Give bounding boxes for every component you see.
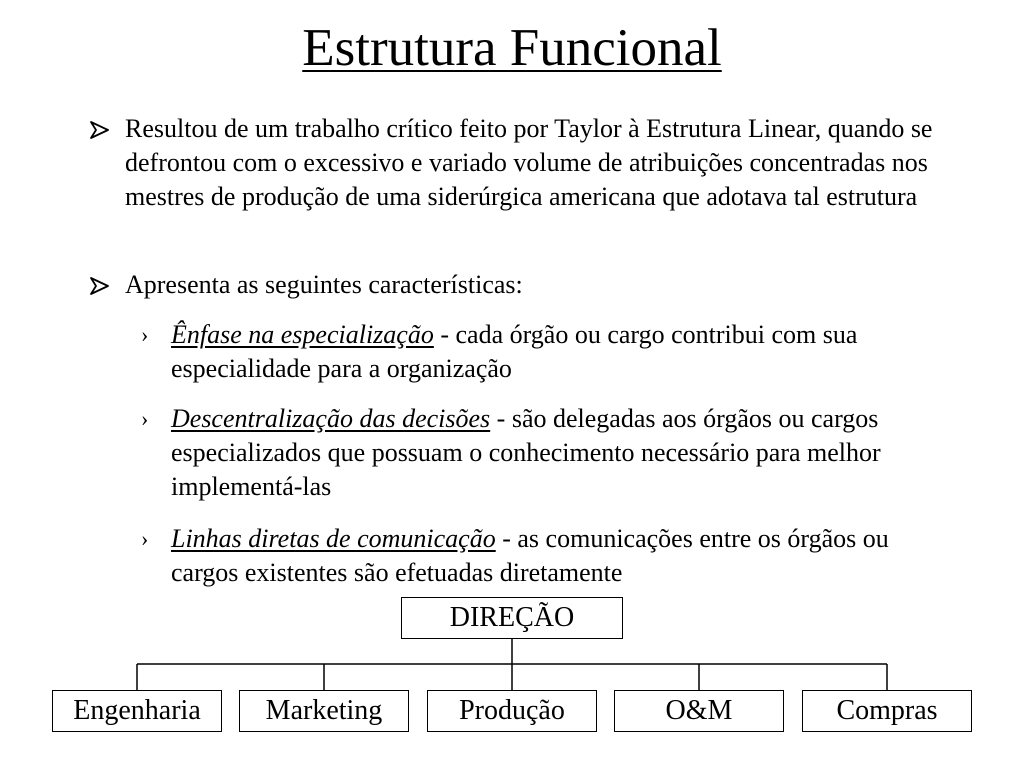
sub-bullet-desc: - cada órgão ou cargo contribui com sua especialidade para a organização bbox=[171, 320, 858, 383]
chevron-bullet-icon: › bbox=[141, 526, 149, 551]
sub-bullet-term: Ênfase na especialização bbox=[171, 320, 434, 349]
sub-bullet-desc: - são delegadas aos órgãos ou cargos especializados que possuam o conhecimento necessário para melhor implementá-las bbox=[171, 404, 881, 501]
org-child-om: O&M bbox=[614, 690, 784, 732]
org-root-box: DIREÇÃO bbox=[401, 597, 623, 639]
org-child-marketing: Marketing bbox=[239, 690, 409, 732]
chevron-bullet-icon: › bbox=[141, 322, 149, 347]
bullet-text: Resultou de um trabalho crítico feito por Taylor à Estrutura Linear, quando se defrontou com o excessivo e variado volume de atribuições concentradas nos mestres de produção de uma siderúrgica americana que adotava tal estrutura bbox=[125, 114, 933, 211]
slide-title-text: Estrutura Funcional bbox=[302, 19, 722, 77]
org-child-compras: Compras bbox=[802, 690, 972, 732]
sub-bullet-term: Linhas diretas de comunicação bbox=[171, 524, 496, 553]
bullet-text: Apresenta as seguintes características: bbox=[125, 270, 523, 299]
sub-bullet-desc: - as comunicações entre os órgãos ou cargos existentes são efetuadas diretamente bbox=[171, 524, 889, 587]
sub-bullet-term: Descentralização das decisões bbox=[171, 404, 491, 433]
chevron-bullet-icon: › bbox=[141, 406, 149, 431]
org-child-producao: Produção bbox=[427, 690, 597, 732]
org-child-engenharia: Engenharia bbox=[52, 690, 222, 732]
